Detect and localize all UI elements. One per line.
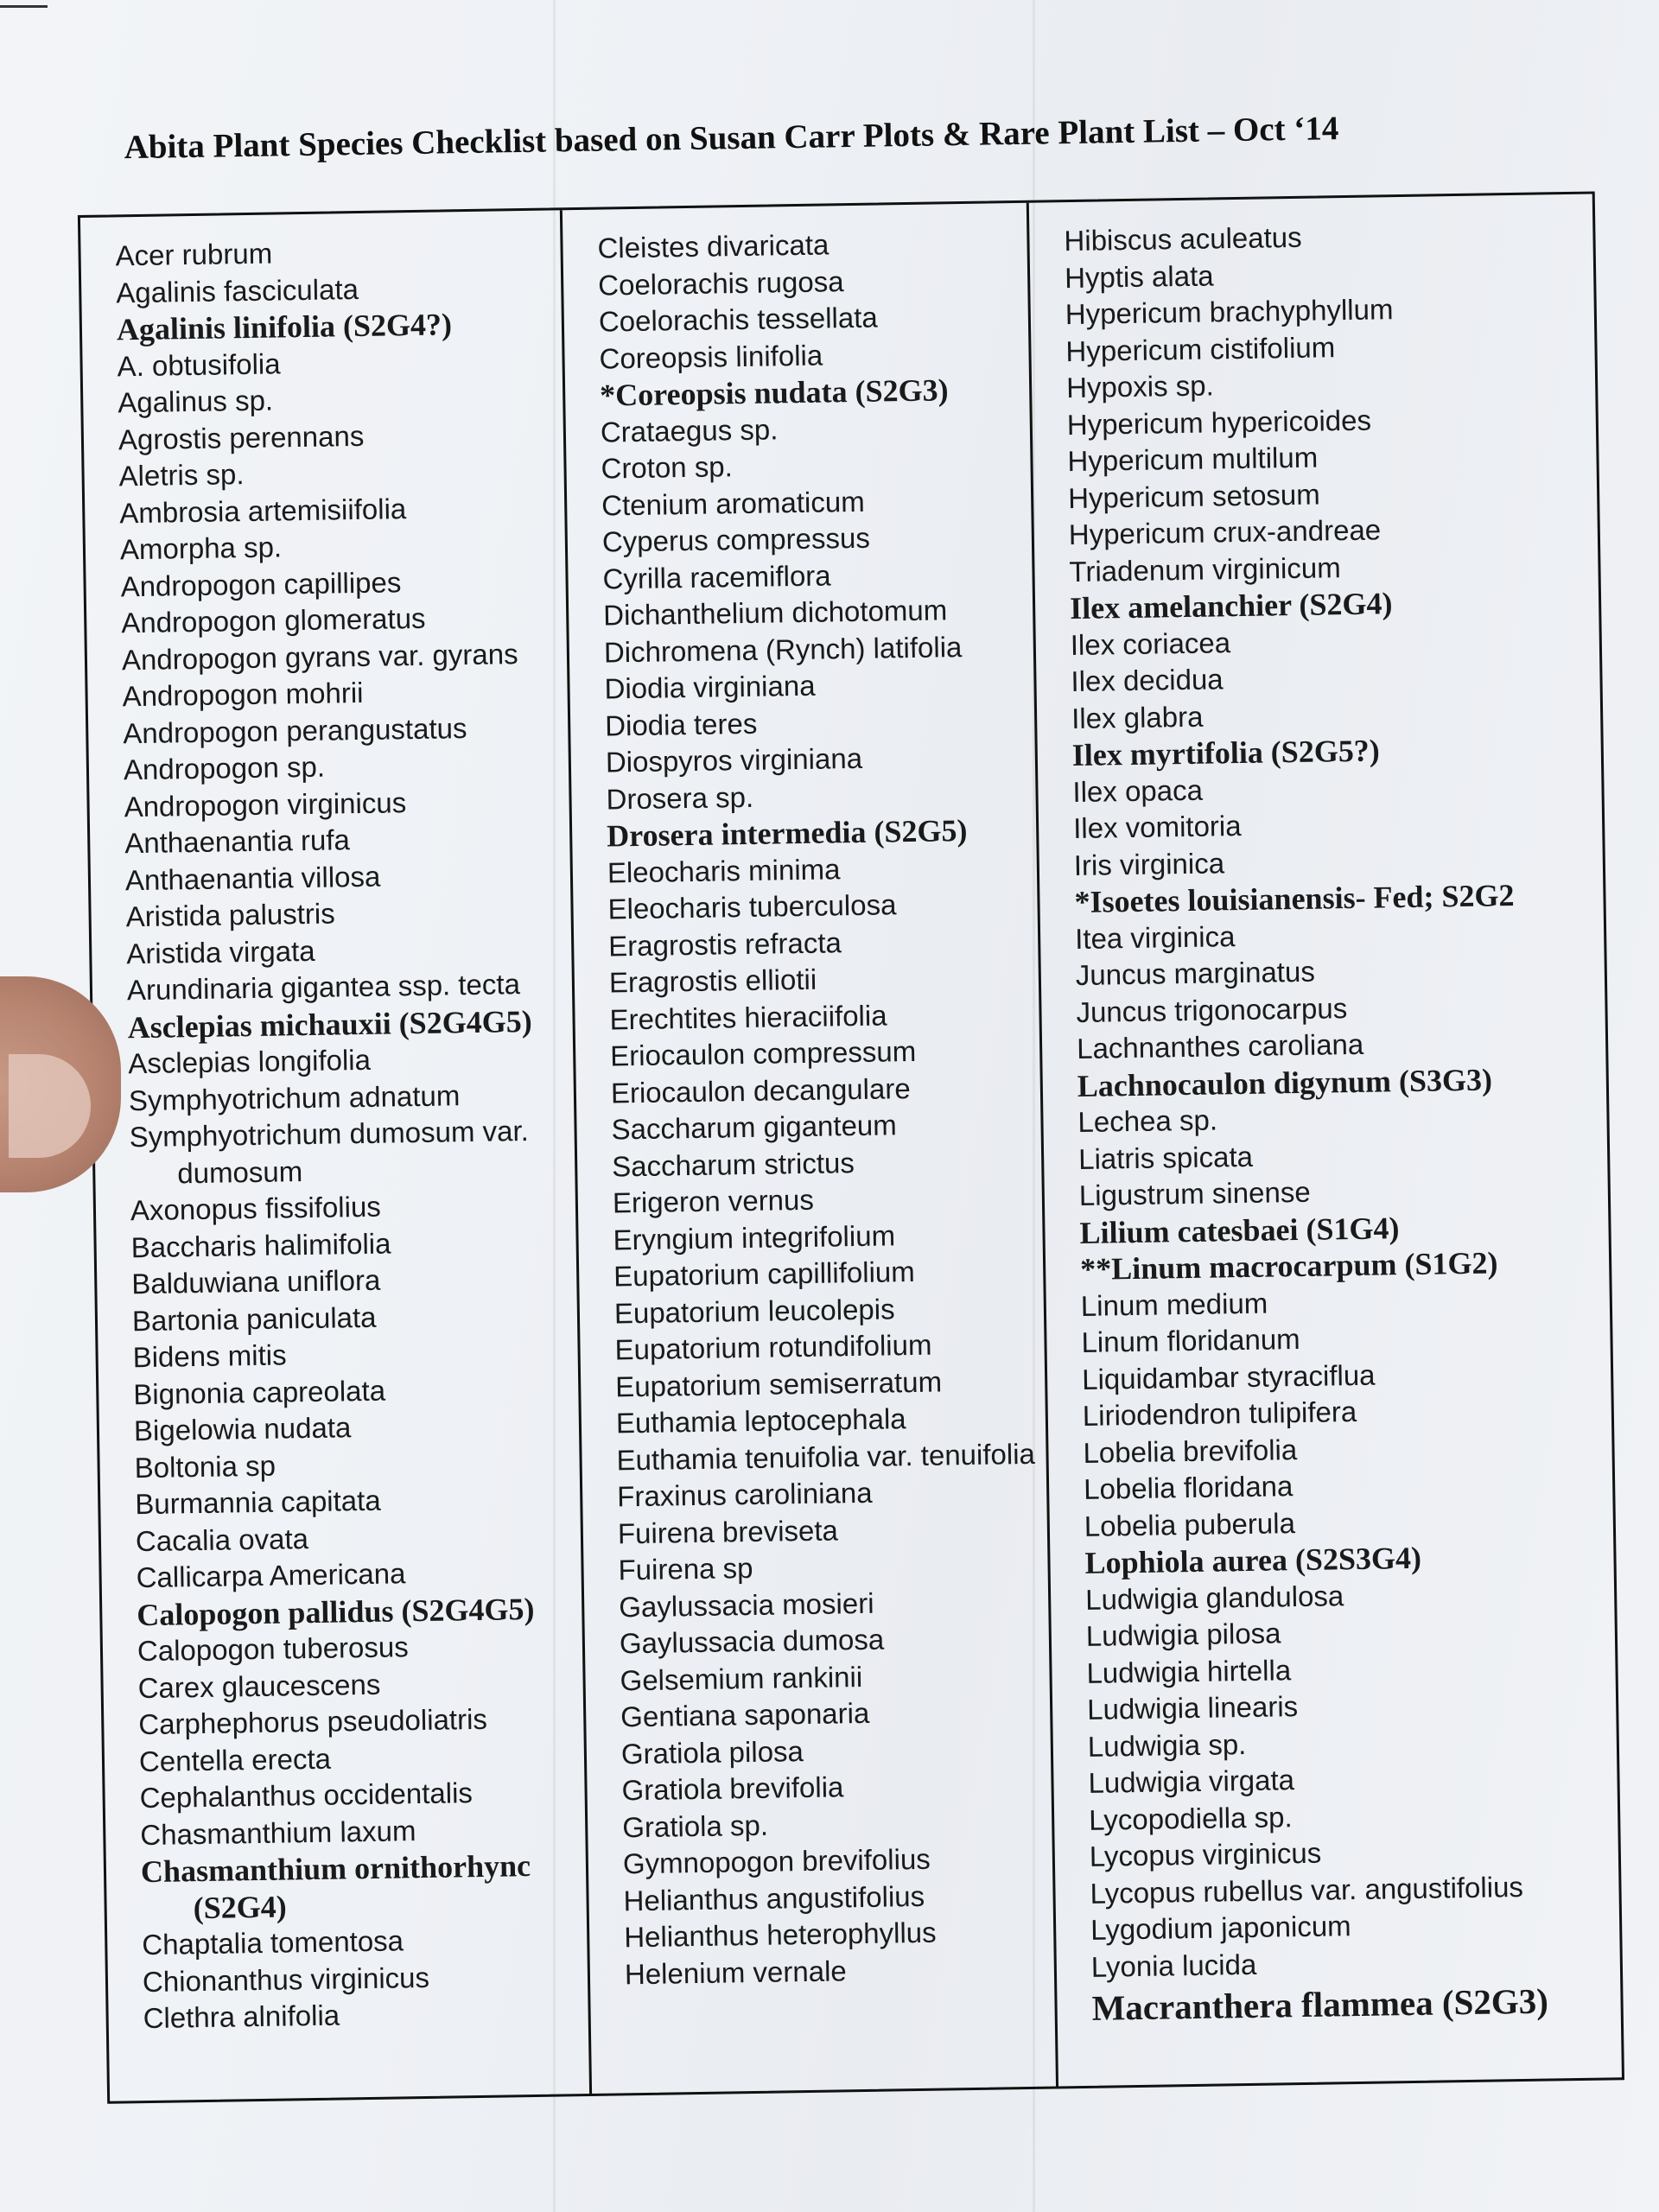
species-entry: Lycopus rubellus var. angustifolius <box>1090 1870 1524 1910</box>
rare-species-entry: Macranthera flammea (S2G3) <box>1091 1980 1549 2028</box>
species-entry: Agalinus sp. <box>117 384 274 419</box>
species-entry: Fuirena sp <box>618 1551 753 1586</box>
species-entry: Diodia virginiana <box>604 669 816 705</box>
species-entry: Ilex coriacea <box>1070 626 1231 661</box>
species-entry: Centella erecta <box>138 1742 332 1777</box>
species-entry: Liquidambar styraciflua <box>1081 1358 1376 1395</box>
species-entry: Andropogon virginicus <box>124 785 407 823</box>
species-entry: Baccharis halimifolia <box>130 1226 391 1263</box>
species-entry: Chionanthus virginicus <box>142 1961 430 1998</box>
species-entry: Hypericum brachyphyllum <box>1065 293 1394 331</box>
species-entry: Ilex glabra <box>1071 700 1204 734</box>
species-entry: Lycopodiella sp. <box>1088 1800 1293 1836</box>
species-entry: Fuirena breviseta <box>617 1513 839 1549</box>
species-entry: Ludwigia hirtella <box>1086 1653 1292 1689</box>
species-entry: Agrostis perennans <box>118 419 365 455</box>
species-entry: Eleocharis minima <box>607 852 841 889</box>
species-entry: Erechtites hieraciifolia <box>609 998 887 1035</box>
rare-species-entry: Asclepias michauxii (S2G4G5) <box>127 1003 532 1045</box>
species-entry: Ctenium aromaticum <box>601 485 865 522</box>
species-entry: Gymnopogon brevifolius <box>622 1842 931 1880</box>
species-entry: Lobelia brevifolia <box>1083 1433 1298 1469</box>
species-entry: Chasmanthium laxum <box>140 1814 416 1851</box>
rare-species-entry: Lilium catesbaei (S1G4) <box>1079 1210 1400 1250</box>
species-entry: Ilex decidua <box>1071 663 1224 698</box>
species-entry: Asclepias longifolia <box>128 1043 372 1080</box>
species-entry: Lyonia lucida <box>1090 1948 1257 1983</box>
species-entry: Bartonia paniculata <box>131 1300 377 1337</box>
species-entry: Gratiola brevifolia <box>621 1770 844 1807</box>
species-entry: Ludwigia linearis <box>1086 1690 1299 1726</box>
species-entry: Lechea sp. <box>1077 1103 1218 1138</box>
species-entry: Eupatorium capillifolium <box>613 1255 915 1293</box>
rare-species-entry: *Coreopsis nudata (S2G3) <box>599 372 949 413</box>
species-column-2 <box>560 203 1056 2094</box>
species-entry: Saccharum giganteum <box>611 1109 898 1146</box>
species-entry: Itea virginica <box>1074 919 1236 955</box>
species-entry: Anthaenantia villosa <box>124 860 381 896</box>
species-entry: Helenium vernale <box>624 1954 847 1990</box>
species-entry: Diospyros virginiana <box>605 741 863 779</box>
species-entry: Hypericum setosum <box>1067 478 1321 514</box>
species-entry: Andropogon mohrii <box>122 676 364 713</box>
species-column-1 <box>80 210 589 2101</box>
species-entry: Erigeron vernus <box>612 1183 815 1219</box>
species-entry: Cephalanthus occidentalis <box>139 1777 474 1815</box>
species-entry: Coelorachis rugosa <box>597 264 844 302</box>
species-entry: Bignonia capreolata <box>133 1374 386 1410</box>
rare-species-entry: **Linum macrocarpum (S1G2) <box>1079 1245 1498 1287</box>
species-entry: Arundinaria gigantea ssp. tecta <box>126 968 521 1007</box>
species-entry: Eleocharis tuberculosa <box>607 888 897 925</box>
species-entry: Hypericum hypericoides <box>1066 404 1372 441</box>
rare-species-entry: Chasmanthium ornithorhync <box>140 1848 531 1890</box>
species-entry: Linum medium <box>1080 1287 1268 1322</box>
species-entry: Symphyotrichum adnatum <box>128 1078 461 1116</box>
species-entry: Ambrosia artemisiifolia <box>119 492 407 529</box>
species-entry: Lobelia floridana <box>1083 1470 1294 1505</box>
species-entry: Agalinis fasciculata <box>115 272 359 308</box>
species-entry: Juncus marginatus <box>1075 955 1316 992</box>
species-entry: Eupatorium leucolepis <box>613 1292 895 1329</box>
species-entry: Ludwigia glandulosa <box>1084 1579 1344 1616</box>
species-entry: Cacalia ovata <box>135 1522 309 1557</box>
species-entry: Andropogon glomeratus <box>121 601 426 639</box>
species-entry: Diodia teres <box>604 707 758 742</box>
species-entry: Euthamia tenuifolia var. tenuifolia <box>616 1437 1036 1476</box>
species-entry: Aristida palustris <box>125 897 335 933</box>
species-entry: Linum floridanum <box>1081 1322 1300 1358</box>
species-entry: Hypoxis sp. <box>1065 369 1214 404</box>
species-entry: Andropogon perangustatus <box>123 711 467 749</box>
species-entry: Callicarpa Americana <box>136 1557 406 1594</box>
species-entry: Liatris spicata <box>1077 1140 1254 1175</box>
species-entry: Lycopus virginicus <box>1089 1836 1322 1872</box>
species-entry: Coelorachis tessellata <box>598 301 878 338</box>
rare-species-entry: Ilex amelanchier (S2G4) <box>1069 586 1393 626</box>
species-entry: Crataegus sp. <box>600 412 779 448</box>
species-entry: Eragrostis refracta <box>607 925 842 962</box>
species-entry: Ludwigia virgata <box>1088 1764 1295 1799</box>
species-entry: Boltonia sp <box>134 1449 276 1484</box>
species-entry: Hyptis alata <box>1064 258 1214 294</box>
species-entry: Dichromena (Rynch) latifolia <box>603 630 963 669</box>
species-entry: Helianthus heterophyllus <box>623 1916 937 1954</box>
species-entry: Cyrilla racemiflora <box>602 558 831 595</box>
species-entry: Andropogon sp. <box>123 750 326 786</box>
species-entry: Hypericum cistifolium <box>1065 330 1336 367</box>
species-entry: Eryngium integrifolium <box>613 1218 896 1255</box>
species-column-3 <box>1027 194 1622 2087</box>
species-entry: Eriocaulon decangulare <box>610 1071 911 1109</box>
rare-species-entry: Lachnocaulon digynum (S3G3) <box>1077 1061 1493 1103</box>
species-entry: Saccharum strictus <box>611 1146 855 1182</box>
species-entry: Dichanthelium dichotomum <box>602 594 948 632</box>
species-entry: Triadenum virginicum <box>1069 550 1341 588</box>
species-entry: Eupatorium semiserratum <box>614 1365 943 1402</box>
species-entry: Ludwigia sp. <box>1087 1727 1247 1763</box>
species-entry: Clethra alnifolia <box>143 1999 340 2035</box>
species-entry: Anthaenantia rufa <box>124 823 351 860</box>
species-entry: Bidens mitis <box>132 1338 287 1374</box>
species-entry: Cyperus compressus <box>601 521 871 558</box>
species-entry: Ilex vomitoria <box>1072 809 1242 845</box>
species-entry: Croton sp. <box>601 450 734 485</box>
species-entry: Axonopus fissifolius <box>130 1190 382 1227</box>
species-entry: Carex glaucescens <box>137 1668 381 1704</box>
page-title: Abita Plant Species Checklist based on Susan Carr Plots & Rare Plant List – Oct ‘14 <box>124 110 1339 167</box>
species-entry: Ligustrum sinense <box>1078 1175 1311 1211</box>
checklist-sheet <box>24 87 1659 2126</box>
species-entry: Euthamia leptocephala <box>615 1402 906 1440</box>
rare-species-entry: Agalinis linifolia (S2G4?) <box>116 307 453 347</box>
species-entry: Lobelia puberula <box>1084 1506 1296 1542</box>
species-entry: Eragrostis elliotii <box>608 963 817 999</box>
species-entry: Andropogon gyrans var. gyrans <box>121 637 518 676</box>
species-entry: Cleistes divaricata <box>597 228 830 264</box>
rare-species-entry: Lophiola aurea (S2S3G4) <box>1084 1540 1422 1580</box>
rare-species-entry: (S2G4) <box>193 1888 287 1925</box>
species-entry: Aristida virgata <box>126 934 315 969</box>
species-entry: Eriocaulon compressum <box>609 1034 917 1072</box>
species-entry: Drosera sp. <box>606 780 754 816</box>
species-entry: Balduwiana uniflora <box>131 1263 381 1300</box>
species-entry: Hypericum crux-andreae <box>1068 513 1382 551</box>
species-entry: Acer rubrum <box>115 237 273 272</box>
species-table <box>78 191 1624 2103</box>
species-entry: Gaylussacia dumosa <box>619 1623 885 1660</box>
species-entry: Andropogon capillipes <box>120 565 402 602</box>
species-entry: Gratiola pilosa <box>620 1734 804 1770</box>
species-entry: Gentiana saponaria <box>620 1696 870 1733</box>
rare-species-entry: *Isoetes louisianensis- Fed; S2G2 <box>1074 878 1515 920</box>
species-entry: Helianthus angustifolius <box>623 1879 925 1916</box>
rare-species-entry: Ilex myrtifolia (S2G5?) <box>1071 733 1381 773</box>
species-entry: Ilex opaca <box>1072 773 1204 808</box>
species-entry: Gaylussacia mosieri <box>618 1586 874 1623</box>
species-entry: Ludwigia pilosa <box>1085 1617 1281 1652</box>
species-entry: dumosum <box>177 1154 303 1189</box>
species-entry: Chaptalia tomentosa <box>142 1924 404 1961</box>
species-entry: Gratiola sp. <box>621 1808 769 1843</box>
species-entry: Iris virginica <box>1073 846 1225 881</box>
species-entry: Hypericum multilum <box>1067 441 1319 478</box>
species-entry: Eupatorium rotundifolium <box>614 1328 932 1366</box>
species-entry: Lachnanthes caroliana <box>1076 1027 1364 1065</box>
rare-species-entry: Calopogon pallidus (S2G4G5) <box>137 1591 535 1632</box>
species-entry: Juncus trigonocarpus <box>1076 991 1348 1028</box>
species-entry: Burmannia capitata <box>135 1484 381 1521</box>
species-entry: Fraxinus caroliniana <box>616 1476 873 1513</box>
species-entry: Symphyotrichum dumosum var. <box>129 1114 530 1154</box>
species-entry: Amorpha sp. <box>119 531 283 566</box>
species-entry: Calopogon tuberosus <box>137 1630 409 1668</box>
species-entry: A. obtusifolia <box>117 346 281 382</box>
species-entry: Lygodium japonicum <box>1090 1910 1351 1946</box>
species-entry: Bigelowia nudata <box>133 1411 352 1447</box>
species-entry: Coreopsis linifolia <box>599 339 823 375</box>
species-entry: Gelsemium rankinii <box>620 1660 863 1696</box>
species-entry: Liriodendron tulipifera <box>1082 1395 1357 1432</box>
species-entry: Hibiscus aculeatus <box>1064 220 1302 257</box>
rare-species-entry: Drosera intermedia (S2G5) <box>606 812 968 854</box>
corner-mark <box>0 5 48 8</box>
species-entry: Carphephorus pseudoliatris <box>138 1702 488 1741</box>
species-entry: Aletris sp. <box>118 458 245 493</box>
